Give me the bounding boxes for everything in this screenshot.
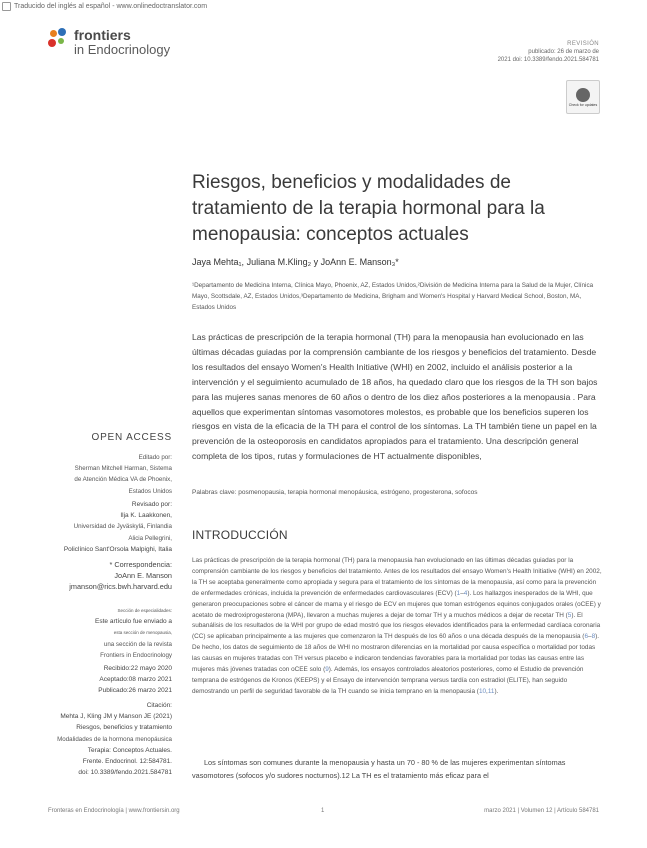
page-number: 1 <box>321 808 325 814</box>
citation-block <box>30 700 172 778</box>
edited-by-block <box>30 452 172 497</box>
reference-link[interactable]: 11 <box>487 687 495 695</box>
affiliations: ¹Departamento de Medicina Interna, Clínica Mayo, Phoenix, AZ, Estados Unidos,²División de Medicina Interna para la Salud de la Mujer, Clínica Mayo, Scottsdale, AZ, Estados Unidos,³Departamento de Medicina, Brigham and Women's Hospital y Harvard Medical School, Boston, MA, Estados Unidos <box>192 282 594 311</box>
correspondence-email[interactable]: jmanson@rics.bwh.harvard.edu <box>69 582 172 592</box>
keywords: Palabras clave: posmenopausia, terapia hormonal menopáusica, estrógeno, progesterona, sofocos <box>192 489 478 496</box>
journal-subtitle: in Endocrinology <box>74 42 171 57</box>
editor-line: Sherman Mitchell Harman, Sistema <box>74 465 172 473</box>
specialty-line: Frontiers in Endocrinology <box>100 651 172 659</box>
reviewed-label: Revisado por: <box>131 501 172 508</box>
article-title: Riesgos, beneficios y modalidades de tratamiento de la terapia hormonal para la menopausia: conceptos actuales <box>192 172 545 245</box>
correspondence-label: * Correspondencia: <box>109 560 172 569</box>
translate-icon <box>2 2 11 11</box>
citation-doi[interactable]: doi: 10.3389/fendo.2021.584781 <box>78 769 172 777</box>
reviewer-line: Ilja K. Laakkonen, <box>120 512 172 520</box>
dates-block <box>30 663 172 697</box>
citation-line: Modalidades de la hormona menopáusica <box>57 735 172 743</box>
check-updates-label: Check for updates <box>568 102 598 107</box>
citation-line: Terapia: Conceptos Actuales. <box>87 746 172 754</box>
reference-link[interactable]: 5 <box>567 611 572 619</box>
reference-link[interactable]: 8 <box>591 633 596 641</box>
reviewer-line: Policlínico Sant'Orsola Malpighi, Italia <box>63 545 172 553</box>
footer-right: marzo 2021 | Volumen 12 | Artículo 584781 <box>484 808 599 814</box>
doi-line: 2021 doi: 10.3389/fendo.2021.584781 <box>497 57 599 63</box>
specialty-line: Este artículo fue enviado a <box>95 618 172 626</box>
reference-link[interactable]: 4 <box>463 589 468 597</box>
article-meta <box>439 40 599 64</box>
intro-paragraph-2: Los síntomas son comunes durante la menopausia y hasta un 70 - 80 % de las mujeres experimentan síntomas vasomotores (sofocos y/o sudores nocturnos).12 La TH es el tratamiento más eficaz para el <box>192 758 566 780</box>
reference-link[interactable]: 6 <box>584 633 588 641</box>
published-date-sidebar: Publicado:26 marzo 2021 <box>98 687 172 695</box>
check-for-updates-badge[interactable] <box>566 80 600 114</box>
specialty-block <box>30 605 172 661</box>
intro-paragraph-1: Las prácticas de prescripción de la terapia hormonal (TH) para la menopausia han evolucionado en las últimas décadas guiadas por la comprensión cambiante de los riesgos y beneficios del tratamiento. Antes de los resultados del ensayo Women's Health Initiative (WHI) en 2002, la TH se aceptaba generalmente como apropiada y segura para el tratamiento de los síntomas de la menopausia, así como para la prevención de enfermedades crónicas, incluida la prevención de enfermedades cardiovasculares (ECV) (1–4). Los hallazgos inesperados de la WHI, que generaron preocupaciones sobre el cáncer de mama y el riesgo de ECV en mujeres que toman estrógenos equinos conjugados orales (oCEE) y acetato de medroxiprogesterona (MPA), llevaron a muchas mujeres a dejar de tomar TH y a muchos médicos a dejar de recetar TH (5). El subanálisis de los resultados de la WHI por grupo de edad mostró que los riesgos elevados identificados para la enfermedad cardíaca coronaria (CC) se aplicaban principalmente a las mujeres que comenzaron la TH después de los 60 años o una década después de la menopausia (6–8). De hecho, los datos de seguimiento de 18 años de WHI no mostraron diferencias en la mortalidad por causa específica o mortalidad por todas las causas en mujeres tratadas con TH versus placebo e indicaron tendencias favorables para la mortalidad por todas las causas entre las mujeres más jóvenes tratadas con oCEE solo (9). Además, los ensayos controlados aleatorios posteriores, como el Estudio de prevención temprana de estrógenos de Kronos (KEEPS) y el Ensayo de intervención temprana versus tardía con estradiol (ELITE), han seguido demostrando un perfil de seguridad favorable de la TH cuando se inicia temprano en la menopausia (10,11). <box>192 557 602 695</box>
authors: Jaya Mehta₁, Juliana M.Kling₂ y JoAnn E. Manson₃* <box>192 257 399 267</box>
article-type: REVISIÓN <box>567 41 599 47</box>
specialty-label: Sección de especialidades: <box>117 608 172 613</box>
reference-link[interactable]: 9 <box>325 666 329 674</box>
citation-line: Frente. Endocrinol. 12:584781. <box>82 758 172 766</box>
reviewed-by-block <box>30 499 172 555</box>
correspondence-name: JoAnn E. Manson <box>114 571 172 581</box>
citation-label: Citación: <box>146 702 172 709</box>
editor-line: Estados Unidos <box>128 487 172 495</box>
accepted-date: Aceptado:08 marzo 2021 <box>99 676 172 684</box>
translator-text: Traducido del inglés al español - www.onlinedoctranslator.com <box>14 3 208 10</box>
journal-logo[interactable] <box>48 28 170 57</box>
received-date: Recibido:22 mayo 2020 <box>103 665 172 672</box>
editor-line: de Atención Médica VA de Phoenix, <box>74 476 172 484</box>
check-updates-icon <box>576 88 590 102</box>
citation-line: Riesgos, beneficios y tratamiento <box>76 724 172 732</box>
reviewer-line: Universidad de Jyväskylä, Finlandia <box>73 523 172 531</box>
correspondence-block <box>30 559 172 593</box>
citation-line: Mehta J, Kling JM y Manson JE (2021) <box>60 713 172 721</box>
reviewer-line: Alicia Pellegrini, <box>128 534 172 542</box>
published-date: publicado: 26 de marzo de <box>528 49 599 55</box>
reference-link[interactable]: 10 <box>478 687 487 695</box>
journal-name: frontiers <box>74 27 131 43</box>
edited-label: Editado por: <box>138 454 172 461</box>
specialty-line: esta sección de menopausia, <box>113 630 172 636</box>
open-access-label: OPEN ACCESS <box>91 432 172 443</box>
footer-left[interactable]: Fronteras en Endocrinología | www.frontiersin.org <box>48 808 180 814</box>
frontiers-logo-icon <box>48 28 70 50</box>
specialty-line: una sección de la revista <box>103 640 172 648</box>
translator-bar[interactable] <box>2 2 207 11</box>
reference-link[interactable]: 1 <box>456 589 461 597</box>
section-heading: INTRODUCCIÓN <box>192 528 288 542</box>
abstract: Las prácticas de prescripción de la terapia hormonal (TH) para la menopausia han evolucionado en las últimas décadas guiadas por la comprensión cambiante de los riesgos y beneficios del tratamiento. Desde los resultados del ensayo Women's Health Initiative (WHI) en 2002, incluido el análisis posterior a la intervención y el seguimiento acumulado de 18 años, ha quedado claro que los riesgos de la TH son bajos para las mujeres sanas menores de 60 años o dentro de los diez años posteriores a la menopausia . Para aquellos que experimentan síntomas vasomotores molestos, es probable que los beneficios superen los riesgos en vista de la eficacia de la TH para el control de los síntomas. La TH también tiene un papel en la prevención de la osteoporosis en candidatos apropiados para el tratamiento. Una descripción general completa de los tipos, rutas y formulaciones de HT actualmente disponibles, <box>192 332 598 462</box>
